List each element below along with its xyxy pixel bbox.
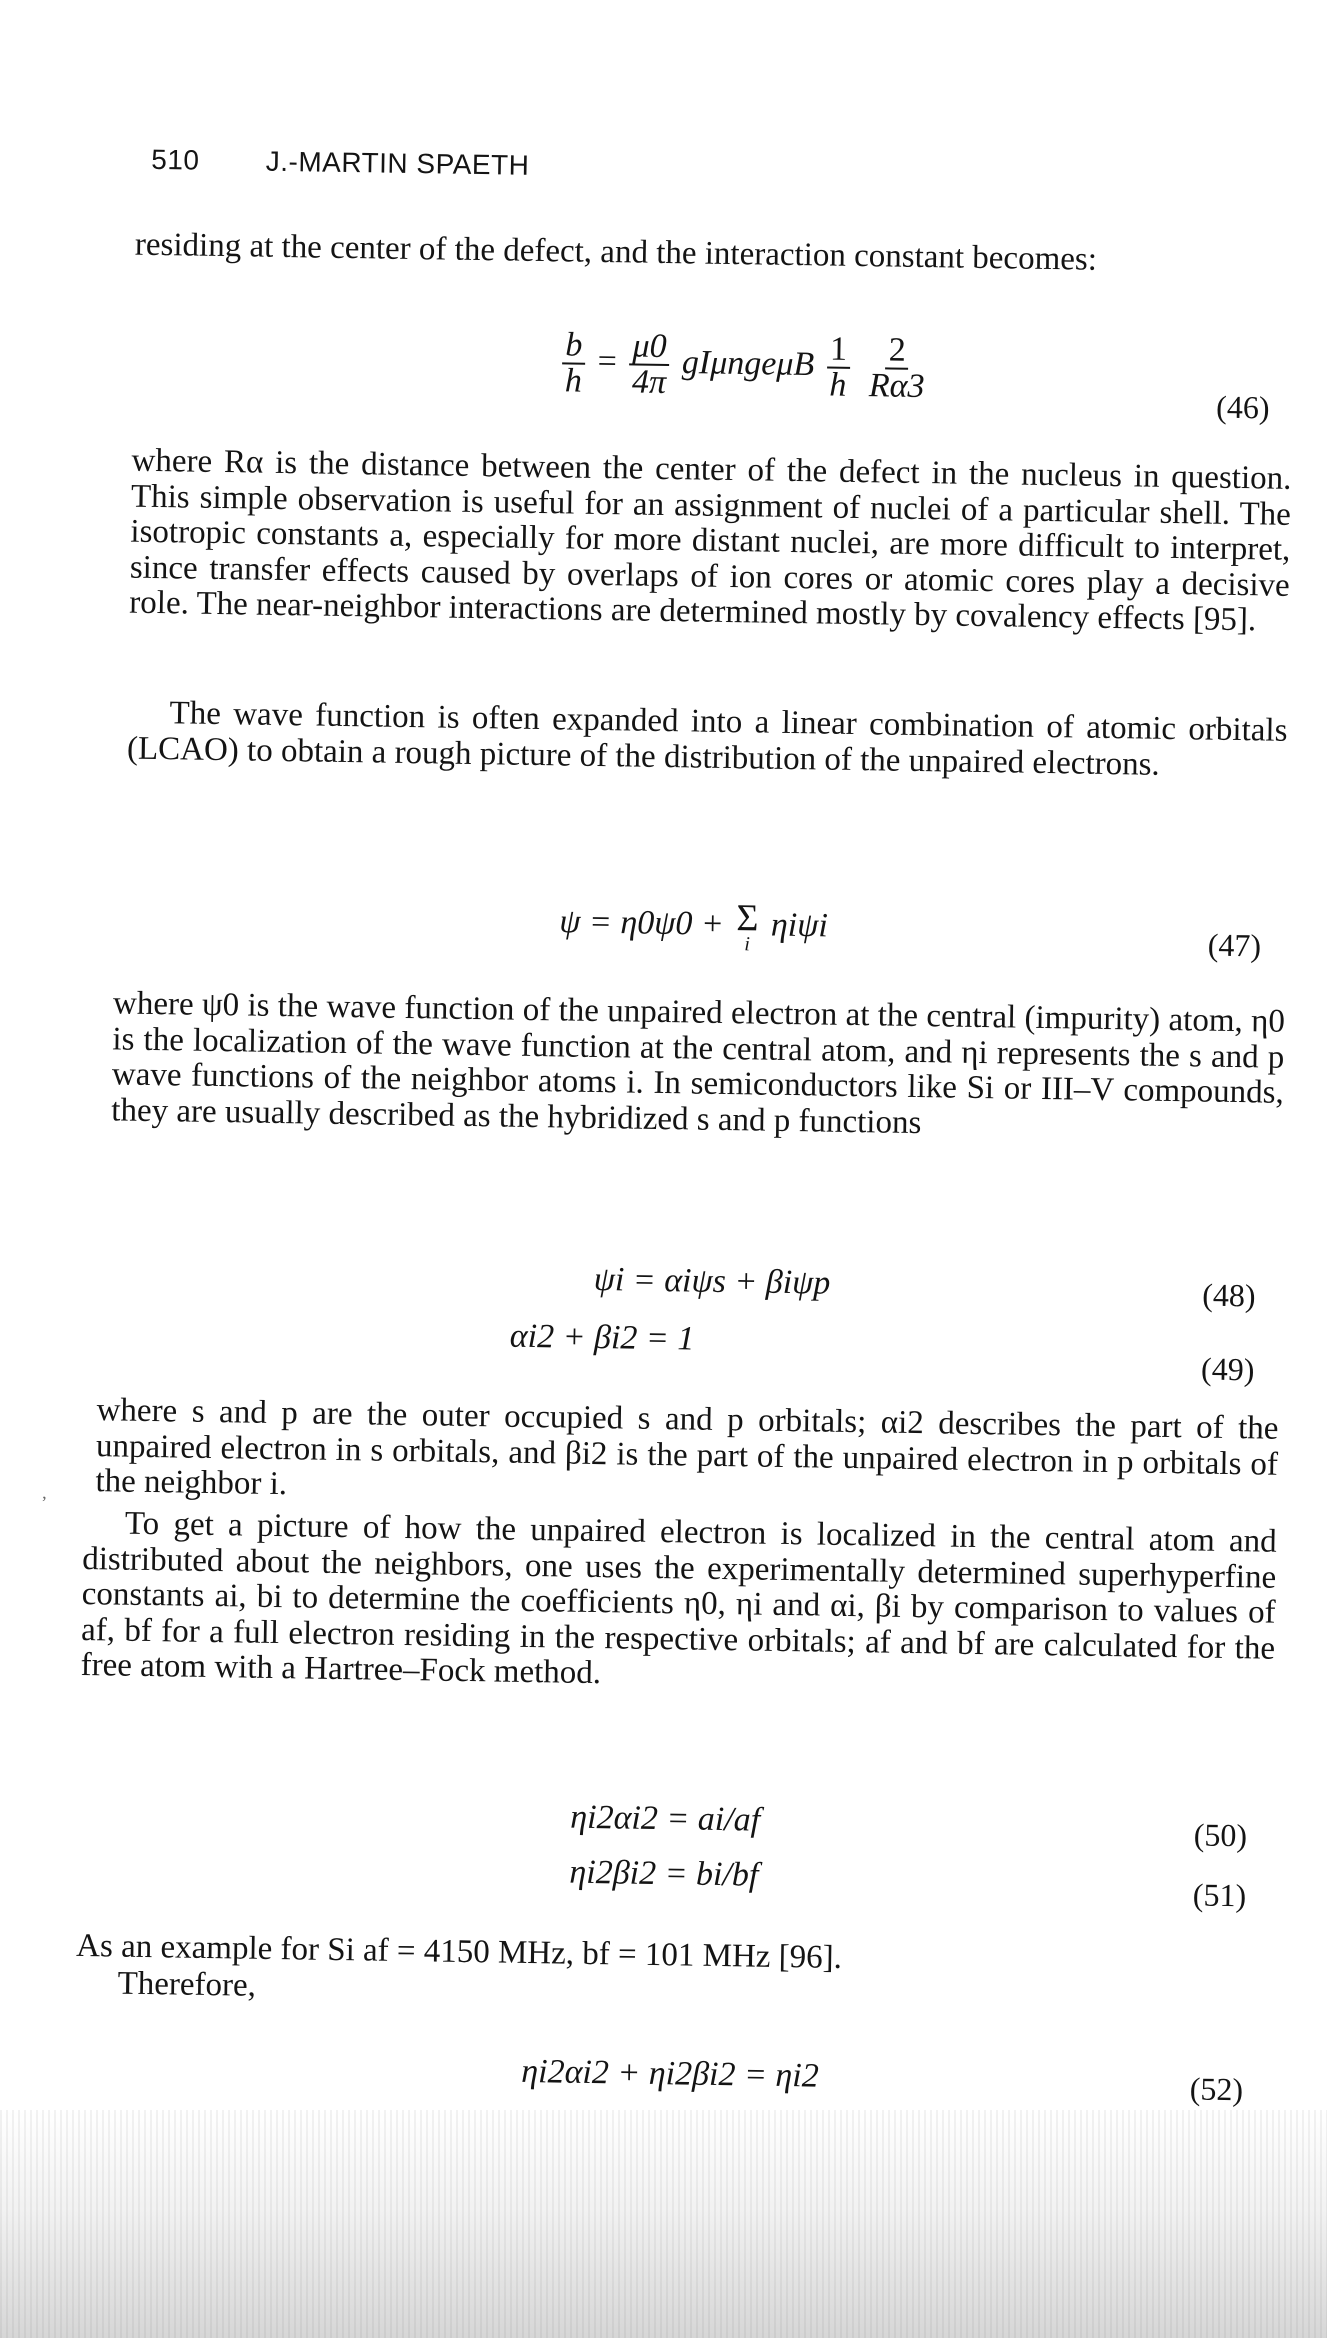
- equation-49: αi2 + βi2 = 1: [509, 1317, 695, 1358]
- eq46-mu-fraction: $\frac{\mu 0}{4\pi}$: [629, 329, 670, 400]
- paragraph-4: where ψ0 is the wave function of the unpaired electron at the central (impurity) atom, η0 is the localization of the wave function at the central atom, and ηi represents the s and p wave functions of the neighbor atoms i. In semiconductors like Si or III–V compounds, they are usually described as the hybridized s and p functions: [111, 985, 1286, 1141]
- equation-number-52: (52): [1189, 2070, 1244, 2108]
- equation-46: $\frac{b}{h}$ = $\frac{\mu 0}{4\pi}$ gIμngeμB $\frac{1}{h}$ $\frac{2}{R\alpha 3}$: [558, 328, 933, 404]
- equation-number-47: (47): [1207, 926, 1262, 964]
- equation-52: ηi2αi2 + ηi2βi2 = ηi2: [521, 2052, 820, 2095]
- running-header: [151, 144, 530, 182]
- equation-50: ηi2αi2 = ai/af: [570, 1798, 761, 1839]
- equation-48: ψi = αiψs + βiψp: [593, 1260, 831, 1302]
- summation-symbol: Σ i: [736, 897, 759, 956]
- paragraph-5: where s and p are the outer occupied s and p orbitals; αi2 describes the part of the unpaired electron in s orbitals, and βi2 is the part of the unpaired electron in p orbitals of the neighbor i.: [95, 1392, 1279, 1503]
- equation-number-49: (49): [1200, 1350, 1255, 1388]
- running-head-title: J.-MARTIN SPAETH: [265, 145, 530, 181]
- paragraph-3: The wave function is often expanded into a linear combination of atomic orbitals (LCAO) to obtain a rough picture of the distribution of the unpaired electrons.: [126, 695, 1288, 783]
- eq46-lhs-fraction: $\frac{b}{h}$: [562, 328, 586, 398]
- margin-mark: ‚: [41, 1482, 48, 1503]
- eq46-inv-h-fraction: $\frac{1}{h}$: [826, 333, 850, 403]
- scan-noise-band: [0, 2110, 1327, 2338]
- paragraph-8: Therefore,: [117, 1965, 257, 2004]
- equation-number-51: (51): [1192, 1876, 1247, 1914]
- paragraph-2: where Rα is the distance between the center of the defect in the nucleus in question. This simple observation is useful for an assignment of nuclei of a particular shell. The isotropic constants a, especially for more distant nuclei, are more difficult to interpret, since transfer effects caused by overlaps of ion cores or atomic cores play a decisive role. The near-neighbor interactions are determined mostly by covalency effects [95].: [129, 442, 1292, 639]
- paragraph-1: residing at the center of the defect, and the interaction constant becomes:: [134, 226, 1098, 278]
- equation-51: ηi2βi2 = bi/bf: [569, 1853, 759, 1894]
- equation-number-46: (46): [1215, 388, 1270, 426]
- paragraph-6: To get a picture of how the unpaired electron is localized in the central atom and distributed about the neighbors, one uses the experimentally determined superhyperfine constants ai, bi to determine the coefficients η0, ηi and αi, βi by comparison to values of af, bf for a full electron residing in the respective orbitals; af and bf are calculated for the free atom with a Hartree–Fock method.: [80, 1505, 1277, 1692]
- equation-47: ψ = η0ψ0 + Σ i ηiψi: [559, 897, 829, 956]
- equation-number-50: (50): [1193, 1816, 1248, 1854]
- equation-number-48: (48): [1201, 1276, 1256, 1314]
- page-number: 510: [151, 143, 200, 176]
- paragraph-7: As an example for Si af = 4150 MHz, bf = 101 MHz [96].: [75, 1927, 843, 1976]
- eq46-middle-term: gIμngeμB: [681, 344, 815, 384]
- eq46-radius-fraction: $\frac{2}{R\alpha 3}$: [868, 331, 925, 406]
